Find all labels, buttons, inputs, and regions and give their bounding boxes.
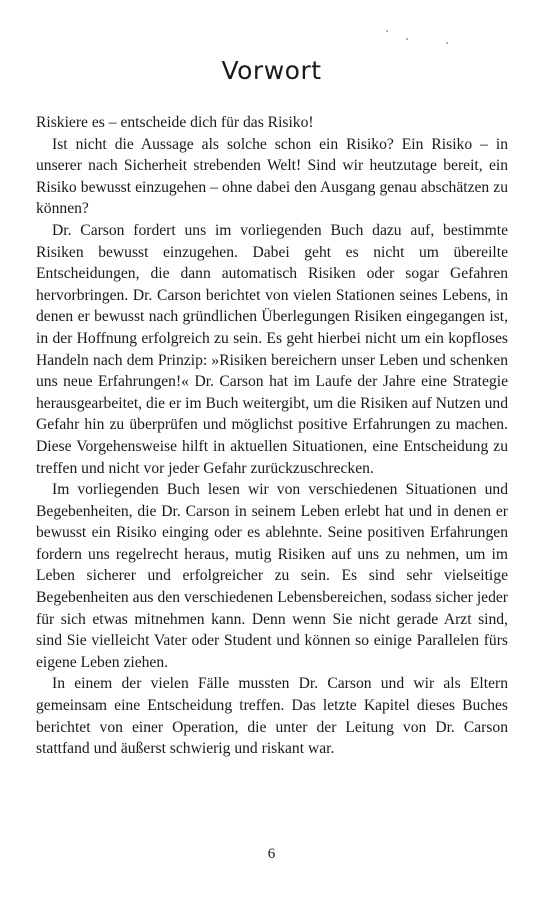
paragraph: Ist nicht die Aussage als solche schon ein Risiko? Ein Risiko – in unserer nach Sicherheit strebenden Welt! Sind wir heutzutage bereit, ein Risiko bewusst einzugehen – ohne dabei den Ausgang genau abschätzen zu können?	[36, 135, 508, 218]
paragraph: In einem der vielen Fälle mussten Dr. Carson und wir als Eltern gemeinsam eine Entscheidung treffen. Das letzte Kapitel dieses Buches berichtet von einer Operation, die unter der Leitung von Dr. Carson stattfand und äußerst schwierig und riskant war.	[36, 675, 508, 758]
scan-speck	[386, 30, 388, 32]
paragraph: Riskiere es – entscheide dich für das Risiko!	[36, 114, 314, 131]
page-number: 6	[267, 846, 276, 862]
paragraph: Im vorliegenden Buch lesen wir von verschiedenen Situationen und Begebenheiten, die Dr. Carson in seinem Leben erlebt hat und in denen er bewusst ein Risiko einging oder es ablehnte. Seine positiven Erfahrungen fordern uns regelrecht heraus, mutig Risiken auf uns zu nehmen, um im Leben sicherer und erfolgreicher zu sein. Es sind sehr vielseitige Begebenheiten aus den verschiedenen Lebensbereichen, sodass sicher jeder für sich etwas mitnehmen kann. Denn wenn Sie nicht gerade Arzt sind, sind Sie vielleicht Vater oder Student und können so einige Parallelen fürs eigene Leben ziehen.	[36, 481, 508, 671]
body-text	[36, 112, 508, 760]
scan-speck	[406, 38, 408, 40]
page-title: Vorwort	[221, 56, 322, 85]
paragraph: Dr. Carson fordert uns im vorliegenden Buch dazu auf, bestimmte Risiken bewusst einzugehen. Dabei geht es nicht um übereilte Entscheidungen, die dann automatisch Risiken oder sogar Gefahren hervorbringen. Dr. Carson berichtet von vielen Stationen seines Lebens, in denen er bewusst nach gründlichen Überlegungen Risiken eingegangen ist, in der Hoffnung erfolgreich zu sein. Es geht hierbei nicht um ein kopfloses Handeln nach dem Prinzip: »Risiken bereichern unser Leben und schenken uns neue Erfahrungen!« Dr. Carson hat im Laufe der Jahre eine Strategie herausgearbeitet, die er im Buch weitergibt, um die Risiken auf Nutzen und Gefahr hin zu überprüfen und möglichst positive Erfahrungen zu machen. Diese Vorgehensweise hilft in aktuellen Situationen, eine Entscheidung zu treffen und nicht vor jeder Gefahr zurückzuschrecken.	[36, 221, 508, 477]
scan-speck	[446, 42, 448, 44]
